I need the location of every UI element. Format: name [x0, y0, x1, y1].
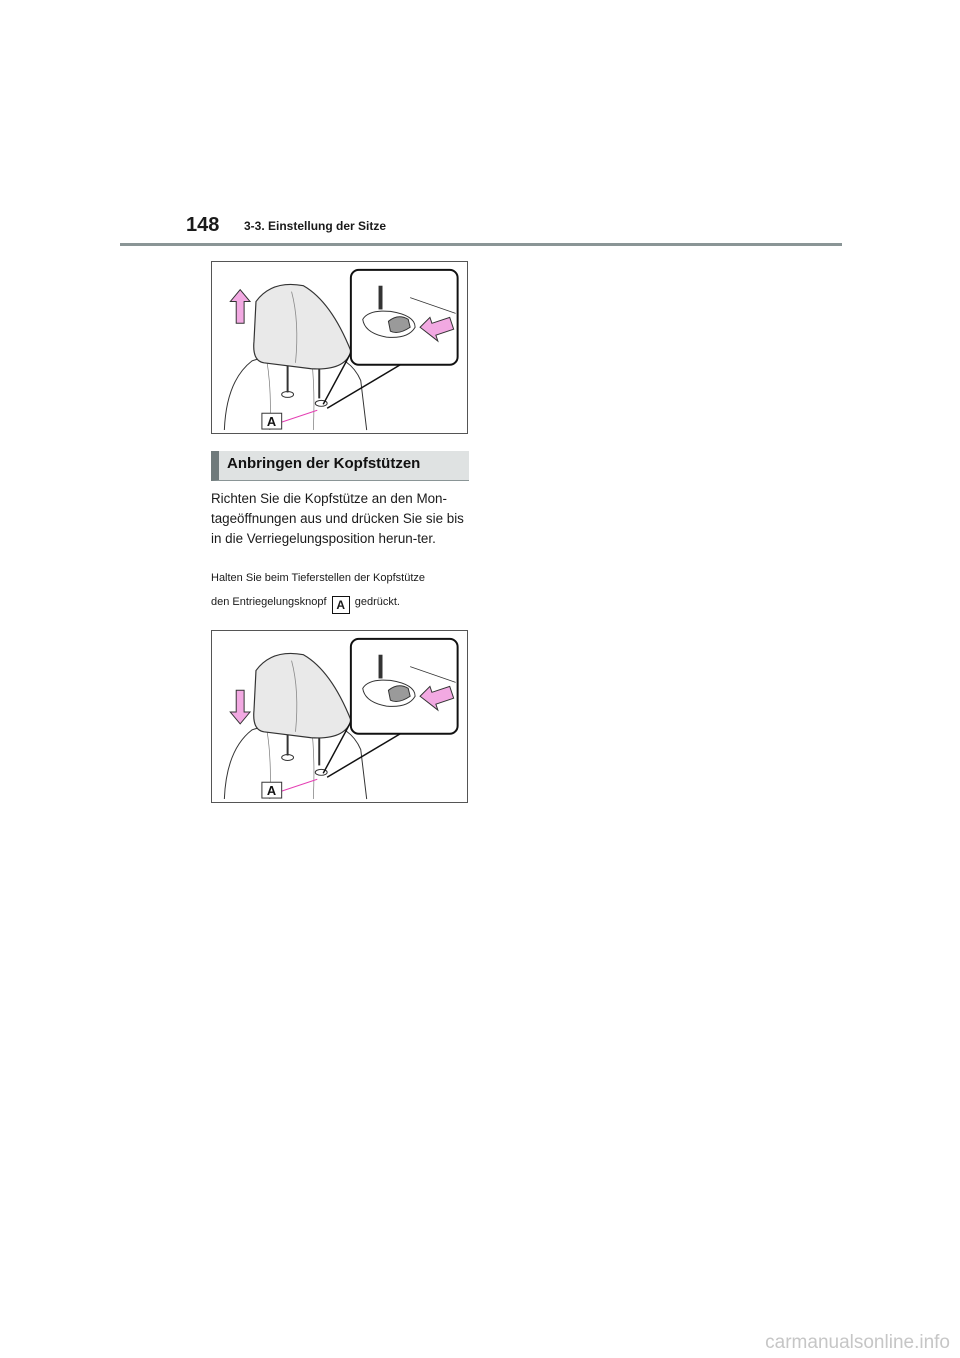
figure2-callout-label: A	[266, 783, 277, 799]
headrest-raise-figure	[211, 261, 468, 434]
subheading-text: Anbringen der Kopfstützen	[227, 455, 421, 472]
note-line-1: Halten Sie beim Tieferstellen der Kopfstütze	[211, 572, 426, 584]
headrest-lower-illustration	[212, 631, 467, 802]
arrow-up-icon	[230, 290, 250, 324]
body-paragraph: Richten Sie die Kopfstütze an den Mon-tageöffnungen aus und drücken Sie sie bis in die Verriegelungsposition herun-ter.	[211, 491, 464, 546]
headrest-lower-figure	[211, 630, 468, 803]
figure1-callout-label: A	[266, 414, 277, 430]
note-text-before: den Entriegelungsknopf	[211, 596, 327, 608]
note-text-after: gedrückt.	[354, 596, 400, 608]
section-title: 3-3. Einstellung der Sitze	[244, 219, 387, 233]
watermark: carmanualsonline.info	[765, 1332, 950, 1353]
page-number: 148	[186, 214, 220, 236]
headrest-raise-illustration	[212, 262, 467, 433]
note-line-2	[211, 596, 400, 614]
header-rule	[120, 243, 842, 246]
arrow-down-icon	[230, 690, 250, 724]
release-button-callout: A	[332, 596, 350, 614]
subheading	[211, 451, 469, 481]
